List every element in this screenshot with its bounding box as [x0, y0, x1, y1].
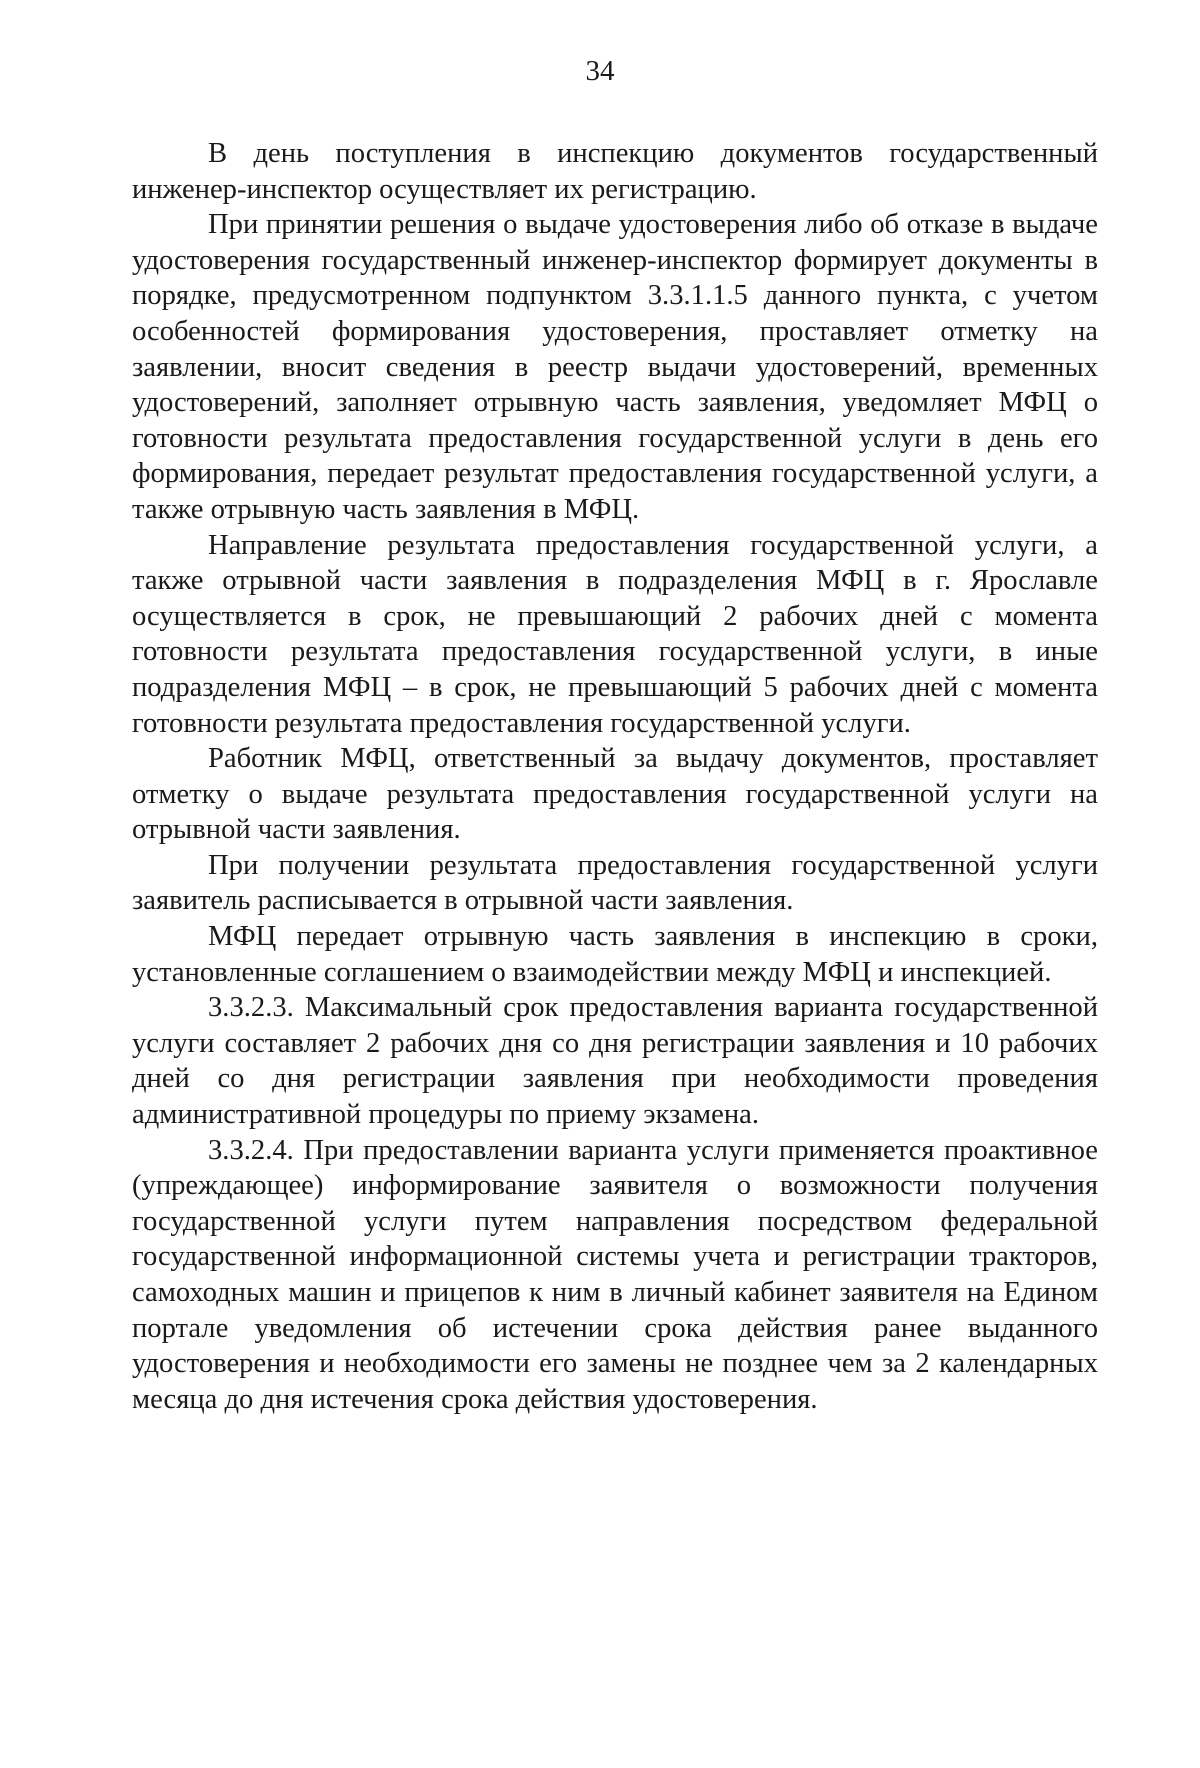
paragraph-3-3-2-4: 3.3.2.4. При предоставлении варианта услуги применяется проактивное (упреждающее) информирование заявителя о возможности получения государственной услуги путем направления посредством федеральной государственной информационной системы учета и регистрации тракторов, самоходных машин и прицепов к ним в личный кабинет заявителя на Едином портале уведомления об истечении срока действия ранее выданного удостоверения и необходимости его замены не позднее чем за 2 календарных месяца до дня истечения срока действия удостоверения. [132, 1134, 1098, 1415]
paragraph-decision: При принятии решения о выдаче удостоверения либо об отказе в выдаче удостоверения государственный инженер-инспектор формирует документы в порядке, предусмотренном подпунктом 3.3.1.1.5 данного пункта, с учетом особенностей формирования удостоверения, проставляет отметку на заявлении, вносит сведения в реестр выдачи удостоверений, временных удостоверений, заполняет отрывную часть заявления, уведомляет МФЦ о готовности результата предоставления государственной услуги в день его формирования, передает результат предоставления государственной услуги, а также отрывную часть заявления в МФЦ. [132, 209, 1098, 525]
page-number: 34 [585, 55, 615, 87]
paragraph-mfc-transfer: МФЦ передает отрывную часть заявления в инспекцию в сроки, установленные соглашением о взаимодействии между МФЦ и инспекцией. [132, 921, 1098, 988]
document-body [132, 136, 1098, 1417]
paragraph-mfc-worker: Работник МФЦ, ответственный за выдачу документов, проставляет отметку о выдаче результата предоставления государственной услуги на отрывной части заявления. [132, 743, 1098, 846]
paragraph-registration: В день поступления в инспекцию документов государственный инженер-инспектор осуществляет их регистрацию. [132, 138, 1098, 205]
paragraph-direction: Направление результата предоставления государственной услуги, а также отрывной части заявления в подразделения МФЦ в г. Ярославле осуществляется в срок, не превышающий 2 рабочих дней с момента готовности результата предоставления государственной услуги, в иные подразделения МФЦ – в срок, не превышающий 5 рабочих дней с момента готовности результата предоставления государственной услуги. [132, 529, 1098, 739]
paragraph-receipt: При получении результата предоставления государственной услуги заявитель расписывается в отрывной части заявления. [132, 849, 1098, 917]
paragraph-3-3-2-3: 3.3.2.3. Максимальный срок предоставления варианта государственной услуги составляет 2 рабочих дня со дня регистрации заявления и 10 рабочих дней со дня регистрации заявления при необходимости проведения административной процедуры по приему экзамена. [132, 992, 1098, 1131]
